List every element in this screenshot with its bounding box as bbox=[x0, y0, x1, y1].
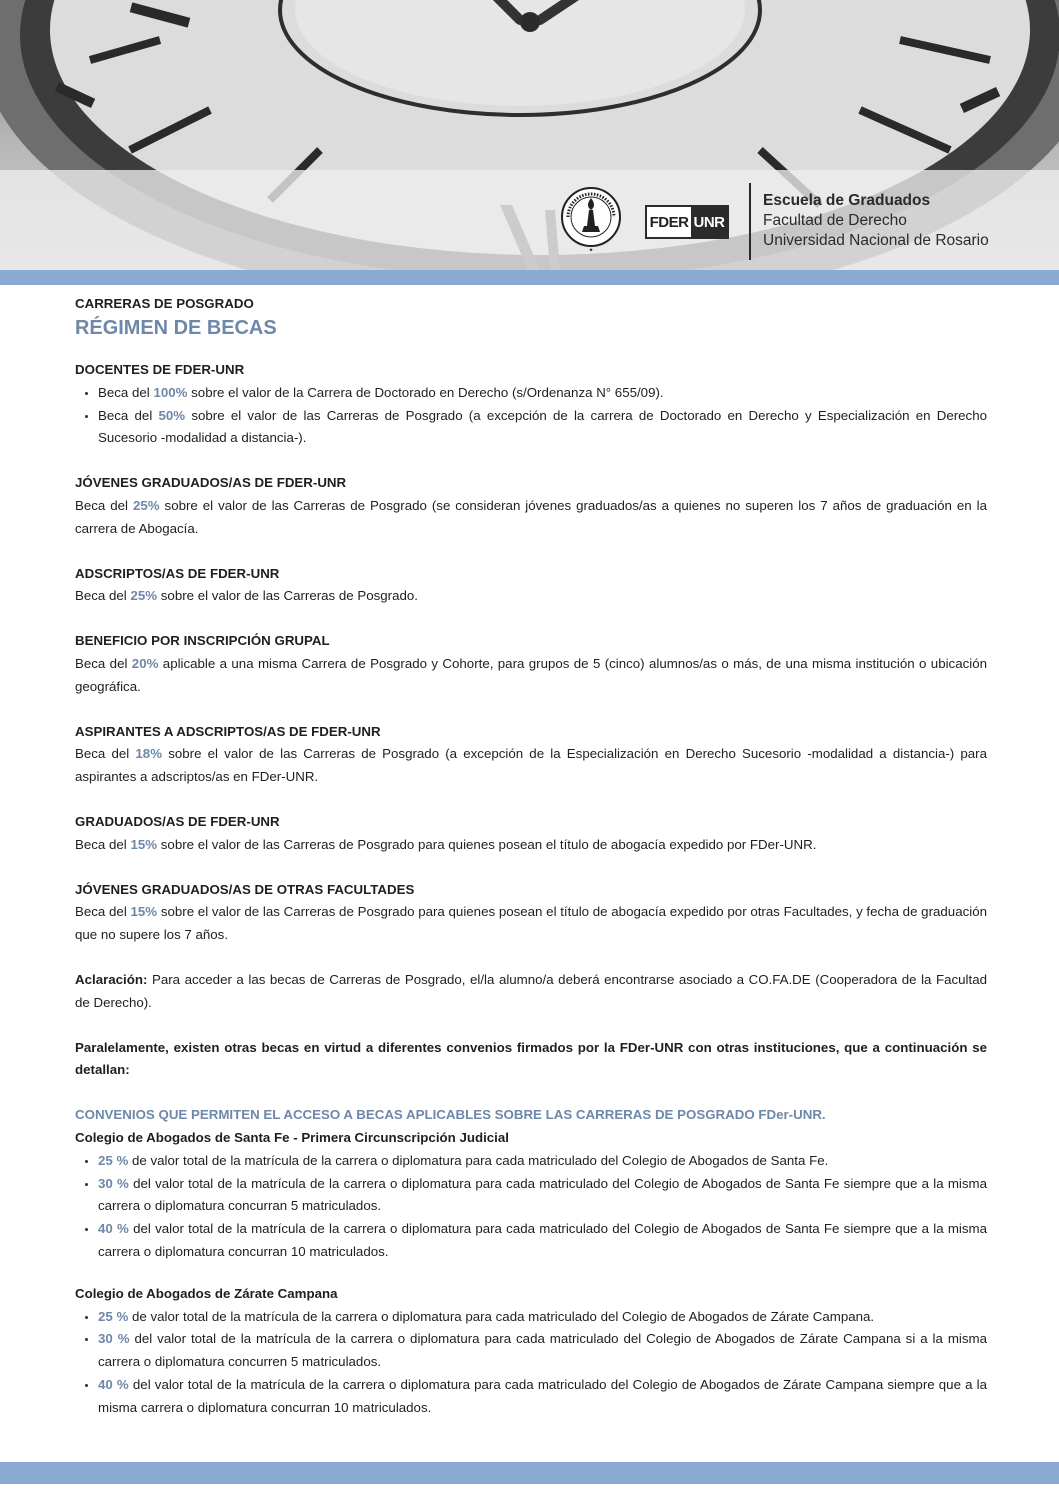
section-docentes bbox=[75, 359, 987, 450]
item-text: del valor total de la matrícula de la carrera o diplomatura para cada matriculado del Colegio de Abogados de Santa Fe siempre que a la misma carrera o diplomatura concurran 5 matriculados. bbox=[98, 1175, 987, 1214]
section-heading: Colegio de Abogados de Zárate Campana bbox=[75, 1285, 338, 1301]
school-line-1: Escuela de Graduados bbox=[763, 192, 931, 209]
logo-divider bbox=[749, 183, 751, 260]
aclaracion-note bbox=[75, 969, 987, 1015]
percentage: 15% bbox=[130, 904, 158, 920]
item-text: sobre el valor de la Carrera de Doctorado en Derecho (s/Ordenanza N° 655/09). bbox=[187, 384, 664, 400]
page-subtitle: RÉGIMEN DE BECAS bbox=[75, 317, 277, 339]
convenios-title: CONVENIOS QUE PERMITEN EL ACCESO A BECAS APLICABLES SOBRE LAS CARRERAS DE POSGRADO FDer-UNR. bbox=[75, 1107, 826, 1123]
item-text: sobre el valor de las Carreras de Posgrado (se consideran jóvenes graduados/as a quienes no superen los 7 años de graduación en la carrera de Abogacía. bbox=[75, 497, 987, 536]
item-text: Beca del bbox=[75, 588, 131, 604]
docentes-list bbox=[75, 382, 987, 450]
section-heading: Colegio de Abogados de Santa Fe - Primera Circunscripción Judicial bbox=[75, 1129, 509, 1145]
section-heading: ADSCRIPTOS/AS DE FDER-UNR bbox=[75, 565, 280, 581]
item-text: sobre el valor de las Carreras de Posgrado (a excepción de la Especialización en Derecho Sucesorio -modalidad a distancia-) para aspirantes a adscriptos/as en FDer-UNR. bbox=[75, 746, 987, 785]
school-name-block bbox=[763, 191, 989, 251]
percentage: 30 % bbox=[98, 1331, 130, 1347]
section-heading: DOCENTES DE FDER-UNR bbox=[75, 362, 245, 377]
school-line-3: Universidad Nacional de Rosario bbox=[763, 232, 989, 249]
aclaracion-label: Aclaración: bbox=[75, 971, 148, 987]
percentage: 40 % bbox=[98, 1221, 129, 1237]
item-text: Beca del bbox=[75, 497, 133, 513]
item-text: del valor total de la matrícula de la carrera o diplomatura para cada matriculado del Colegio de Abogados de Zárate Campana si a la misma carrera o diplomatura concurren 5 matriculados. bbox=[98, 1331, 987, 1370]
list-item bbox=[98, 1374, 987, 1420]
list-item bbox=[98, 1218, 987, 1264]
svg-text:✦: ✦ bbox=[588, 247, 594, 254]
percentage: 40 % bbox=[98, 1376, 129, 1392]
school-line-2: Facultad de Derecho bbox=[763, 212, 907, 229]
header-accent-bar bbox=[0, 270, 1059, 285]
zarate-list bbox=[75, 1306, 987, 1420]
percentage: 100% bbox=[153, 384, 188, 400]
section-otras-facultades bbox=[75, 879, 987, 947]
list-item bbox=[98, 1328, 987, 1374]
percentage: 15% bbox=[130, 836, 158, 852]
section-text bbox=[75, 834, 987, 857]
fder-unr-logo bbox=[645, 205, 729, 239]
section-text bbox=[75, 653, 987, 699]
percentage: 18% bbox=[135, 746, 163, 762]
percentage: 30 % bbox=[98, 1175, 129, 1191]
section-heading: ASPIRANTES A ADSCRIPTOS/AS DE FDER-UNR bbox=[75, 723, 381, 739]
section-heading: GRADUADOS/AS DE FDER-UNR bbox=[75, 813, 280, 829]
item-text: aplicable a una misma Carrera de Posgrado y Cohorte, para grupos de 5 (cinco) alumnos/as o más, de una misma institución o ubicación geográfica. bbox=[75, 655, 987, 694]
item-text: de valor total de la matrícula de la carrera o diplomatura para cada matriculado del Colegio de Abogados de Zárate Campana. bbox=[128, 1308, 875, 1324]
item-text: sobre el valor de las Carreras de Posgrado. bbox=[157, 588, 418, 604]
item-text: Para acceder a las becas de Carreras de Posgrado, el/la alumno/a deberá encontrarse asociado a CO.FA.DE (Cooperadora de la Facultad de Derecho). bbox=[75, 971, 987, 1010]
percentage: 25 % bbox=[98, 1308, 129, 1324]
convenios-zarate bbox=[75, 1283, 987, 1420]
percentage: 20% bbox=[131, 655, 159, 671]
section-text bbox=[75, 585, 987, 608]
section-aspirantes bbox=[75, 721, 987, 789]
item-text: del valor total de la matrícula de la carrera o diplomatura para cada matriculado del Colegio de Abogados de Zárate Campana siempre que a la misma carrera o diplomatura concurran 10 matriculados. bbox=[98, 1376, 988, 1415]
document-body bbox=[75, 292, 987, 1441]
section-graduados bbox=[75, 811, 987, 857]
convenios-santa-fe bbox=[75, 1104, 987, 1264]
unr-seal-logo bbox=[560, 186, 622, 256]
item-text: del valor total de la matrícula de la carrera o diplomatura para cada matriculado del Colegio de Abogados de Santa Fe siempre que a la misma carrera o diplomatura concurran 10 matriculados. bbox=[98, 1221, 987, 1259]
section-text bbox=[75, 901, 987, 947]
paralelamente-note bbox=[75, 1037, 987, 1083]
item-text: de valor total de la matrícula de la carrera o diplomatura para cada matriculado del Colegio de Abogados de Santa Fe. bbox=[128, 1152, 829, 1168]
item-text: Beca del bbox=[75, 904, 131, 920]
aclaracion-text bbox=[75, 969, 987, 1015]
item-text: sobre el valor de las Carreras de Posgrado para quienes posean el título de abogacía expedido por FDer-UNR. bbox=[157, 836, 817, 852]
section-heading: BENEFICIO POR INSCRIPCIÓN GRUPAL bbox=[75, 633, 330, 649]
item-text: Beca del bbox=[98, 384, 154, 400]
section-jovenes-graduados bbox=[75, 472, 987, 540]
item-text: Beca del bbox=[75, 746, 136, 762]
item-text: sobre el valor de las Carreras de Posgrado (a excepción de la carrera de Doctorado en Derecho y Especialización en Derecho Sucesorio -modalidad a distancia-). bbox=[98, 407, 987, 446]
percentage: 25% bbox=[132, 497, 160, 513]
item-text: sobre el valor de las Carreras de Posgrado para quienes posean el título de abogacía expedido por otras Facultades, y fecha de graduación que no supere los 7 años. bbox=[75, 904, 987, 943]
list-item bbox=[98, 405, 987, 451]
footer-accent-bar bbox=[0, 1462, 1059, 1484]
section-adscriptos bbox=[75, 563, 987, 609]
logo-fder-text: FDER bbox=[647, 207, 691, 237]
item-text: Beca del bbox=[98, 407, 159, 423]
section-grupal bbox=[75, 630, 987, 698]
santa-fe-list bbox=[75, 1150, 987, 1264]
list-item bbox=[98, 1173, 987, 1219]
section-heading: JÓVENES GRADUADOS/AS DE FDER-UNR bbox=[75, 475, 347, 491]
list-item bbox=[98, 1306, 987, 1329]
logo-unr-text: UNR bbox=[691, 207, 727, 237]
list-item bbox=[98, 382, 987, 405]
percentage: 25 % bbox=[98, 1152, 129, 1168]
section-heading: JÓVENES GRADUADOS/AS DE OTRAS FACULTADES bbox=[75, 881, 415, 897]
page-title: CARRERAS DE POSGRADO bbox=[75, 296, 254, 311]
percentage: 25% bbox=[130, 588, 158, 604]
section-text bbox=[75, 743, 987, 789]
percentage: 50% bbox=[158, 407, 186, 423]
section-text bbox=[75, 495, 987, 541]
paralelamente-text: Paralelamente, existen otras becas en virtud a diferentes convenios firmados por la FDer-UNR con otras instituciones, que a continuación se detallan: bbox=[75, 1039, 987, 1078]
list-item bbox=[98, 1150, 987, 1173]
item-text: Beca del bbox=[75, 655, 132, 671]
header-banner bbox=[0, 0, 1059, 270]
item-text: Beca del bbox=[75, 836, 131, 852]
